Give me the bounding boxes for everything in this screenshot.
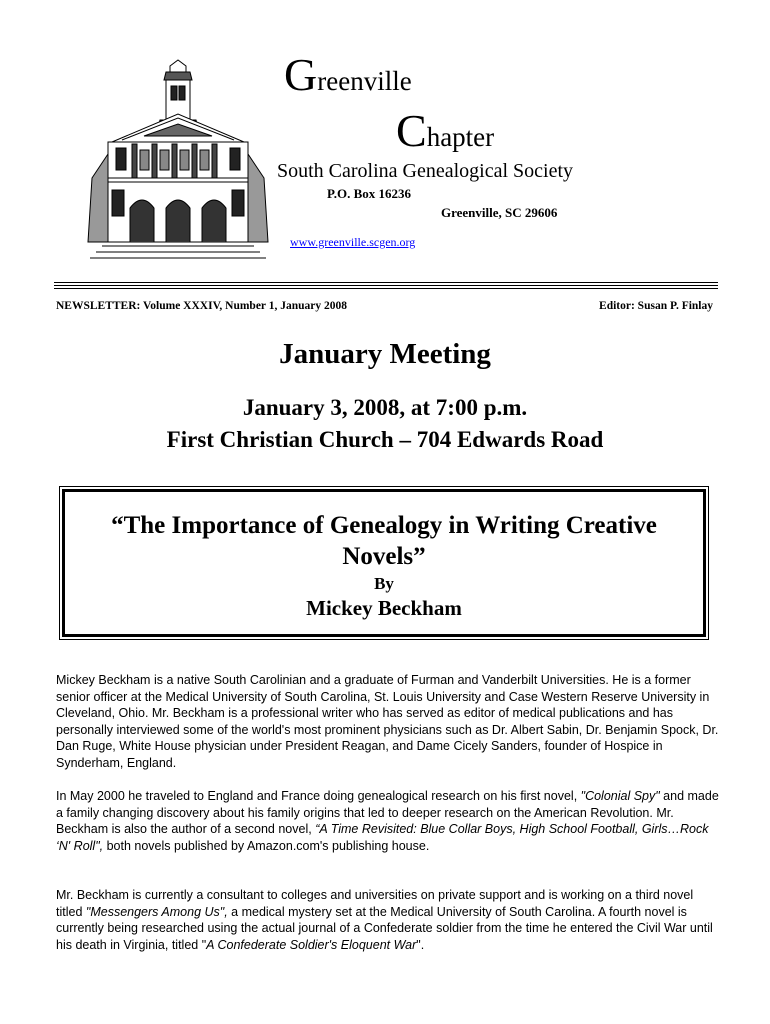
city-address: Greenville, SC 29606 [441,205,558,220]
novel-title-colonial-spy: "Colonial Spy" [580,789,660,803]
talk-box [62,489,706,637]
title-initial-g: G [284,49,318,100]
society-name: South Carolina Genealogical Society [277,160,574,182]
para3-text: Mr. Beckham is currently a consultant to colleges and universities on private support and is working on a third novel titled [56,888,694,919]
talk-speaker: Mickey Beckham [306,596,462,620]
courthouse-illustration [82,58,272,266]
title-rest-chapter: hapter [426,122,495,152]
novel-title-messengers: "Messengers Among Us", [85,904,228,919]
divider-line [54,288,718,289]
meeting-date: January 3, 2008, at 7:00 p.m. [242,395,528,420]
website-link[interactable]: www.greenville.scgen.org [290,235,416,249]
title-chapter [396,105,495,156]
meeting-place: First Christian Church – 704 Edwards Road [166,427,604,452]
divider-line [54,285,718,286]
talk-by: By [374,574,394,593]
title-rest-greenville: reenville [317,66,412,96]
para2-text: and made a family changing discovery about his family origins that led to deeper research on the American Revolution. Mr. Beckham is also the author of a second novel, [56,789,719,836]
current-work-paragraph [56,887,720,953]
para2-text: both novels published by Amazon.com's publishing house. [103,838,430,853]
bio-paragraph: Mickey Beckham is a native South Carolinian and a graduate of Furman and Vanderbilt Universities. He is a former senior officer at the Medical University of South Carolina, St. Louis University and Case Western Reserve University in Cleveland, Ohio. Mr. Beckham is a professional writer who has served as editor of medical publications and has personally interviewed some of the world's most prominent physicians such as Dr. Albert Sabin, Dr. Benjamin Spock, Dr. Dan Ruge, White House physician under President Reagan, and Dame Cicely Sanders, founder of Hospice in Synderham, England. [56,673,719,770]
po-box: P.O. Box 16236 [327,186,412,201]
title-greenville [284,49,412,100]
research-paragraph [56,788,720,854]
para2-text: In May 2000 he traveled to England and France doing genealogical research on his first novel, [56,789,581,803]
novel-title-confederate: A Confederate Soldier's Eloquent War [206,937,417,952]
para3-text: a medical mystery set at the Medical University of South Carolina. A fourth novel is currently being researched using the actual journal of a Confederate soldier from the time he entered the Civil War until his death in Virginia, titled " [56,904,713,952]
talk-title: “The Importance of Genealogy in Writing Creative Novels” [111,512,657,570]
novel-title-time-revisited: “A Time Revisited: Blue Collar Boys, High School Football, Girls…Rock ‘N' Roll", [56,822,709,853]
editor-name: Editor: Susan P. Finlay [599,300,713,312]
meeting-title: January Meeting [279,338,491,370]
divider-line [54,282,718,283]
newsletter-volume: NEWSLETTER: Volume XXXIV, Number 1, January 2008 [56,300,347,312]
title-initial-c: C [396,105,427,156]
para3-text: ". [416,937,425,952]
